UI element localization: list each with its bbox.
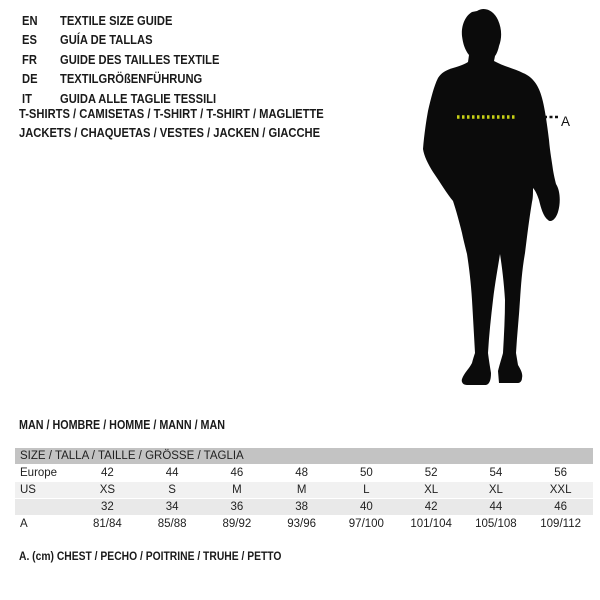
size-row-numeric [15, 499, 593, 515]
measurement-footnote: A. (cm) CHEST / PECHO / POITRINE / TRUHE / PETTO [19, 549, 282, 563]
size-cell: 97/100 [348, 518, 384, 530]
size-cell: 109/112 [540, 518, 581, 530]
size-cell: XL [424, 484, 439, 496]
row-label: A [20, 518, 28, 530]
man-silhouette [415, 5, 585, 395]
category-list [19, 105, 373, 142]
size-cell: 93/96 [287, 518, 317, 530]
size-cell: XL [488, 484, 503, 496]
size-table [15, 448, 593, 533]
size-row-europe [15, 465, 593, 481]
measurement-figure [415, 5, 600, 395]
section-title-man: MAN / HOMBRE / HOMME / MANN / MAN [19, 418, 226, 432]
size-cell: 54 [489, 467, 503, 479]
row-label: US [20, 484, 36, 496]
size-cell: 101/104 [410, 518, 452, 530]
language-title: GUIDE DES TAILLES TEXTILE [60, 51, 220, 67]
language-code: ES [22, 32, 37, 48]
man-silhouette-body [423, 9, 560, 385]
language-code: IT [22, 90, 32, 106]
size-cell: 44 [489, 501, 503, 513]
language-list [22, 11, 245, 108]
size-cell: XS [99, 484, 116, 496]
size-cell: L [363, 484, 370, 496]
language-row-es [22, 30, 245, 49]
size-cell: 46 [554, 501, 568, 513]
size-cell: 42 [100, 467, 114, 479]
language-code: DE [22, 71, 38, 87]
category-jackets: JACKETS / CHAQUETAS / VESTES / JACKEN / GIACCHE [19, 124, 321, 140]
size-cell: 85/88 [157, 518, 187, 530]
size-cell: 52 [424, 467, 438, 479]
size-cell: 38 [295, 501, 309, 513]
language-code: FR [22, 51, 37, 67]
size-cell: 46 [230, 467, 244, 479]
size-cell: 105/108 [475, 518, 517, 530]
size-cell: 89/92 [222, 518, 252, 530]
size-cell: 56 [554, 467, 568, 479]
size-cell: 40 [359, 501, 373, 513]
size-cell: M [296, 484, 307, 496]
size-cell: 36 [230, 501, 244, 513]
language-title: TEXTILE SIZE GUIDE [60, 13, 173, 28]
size-cell: 34 [165, 501, 179, 513]
size-cell: M [232, 484, 242, 496]
row-label: Europe [20, 467, 58, 479]
language-title: TEXTILGRÖßENFÜHRUNG [60, 71, 203, 87]
size-cell: 42 [424, 501, 438, 513]
size-row-us [15, 482, 593, 498]
language-title: GUIDA ALLE TAGLIE TESSILI [60, 90, 217, 106]
size-cell: 81/84 [92, 518, 122, 530]
size-cell: 48 [295, 467, 309, 479]
language-row-de [22, 69, 245, 88]
language-code: EN [22, 13, 38, 28]
measure-label-a: A [561, 114, 571, 129]
size-table-header: SIZE / TALLA / TAILLE / GRÖSSE / TAGLIA [15, 448, 593, 464]
size-cell: 50 [359, 467, 373, 479]
row-label [15, 499, 75, 515]
size-cell: S [168, 484, 176, 496]
size-cell: XXL [549, 484, 572, 496]
language-row-en [22, 11, 245, 30]
language-title: GUÍA DE TALLAS [60, 32, 153, 48]
size-row-chest-a [15, 516, 593, 532]
size-cell: 44 [165, 467, 179, 479]
language-row-fr [22, 50, 245, 69]
category-tshirts: T-SHIRTS / CAMISETAS / T-SHIRT / T-SHIRT / MAGLIETTE [19, 106, 324, 121]
size-cell: 32 [100, 501, 114, 513]
